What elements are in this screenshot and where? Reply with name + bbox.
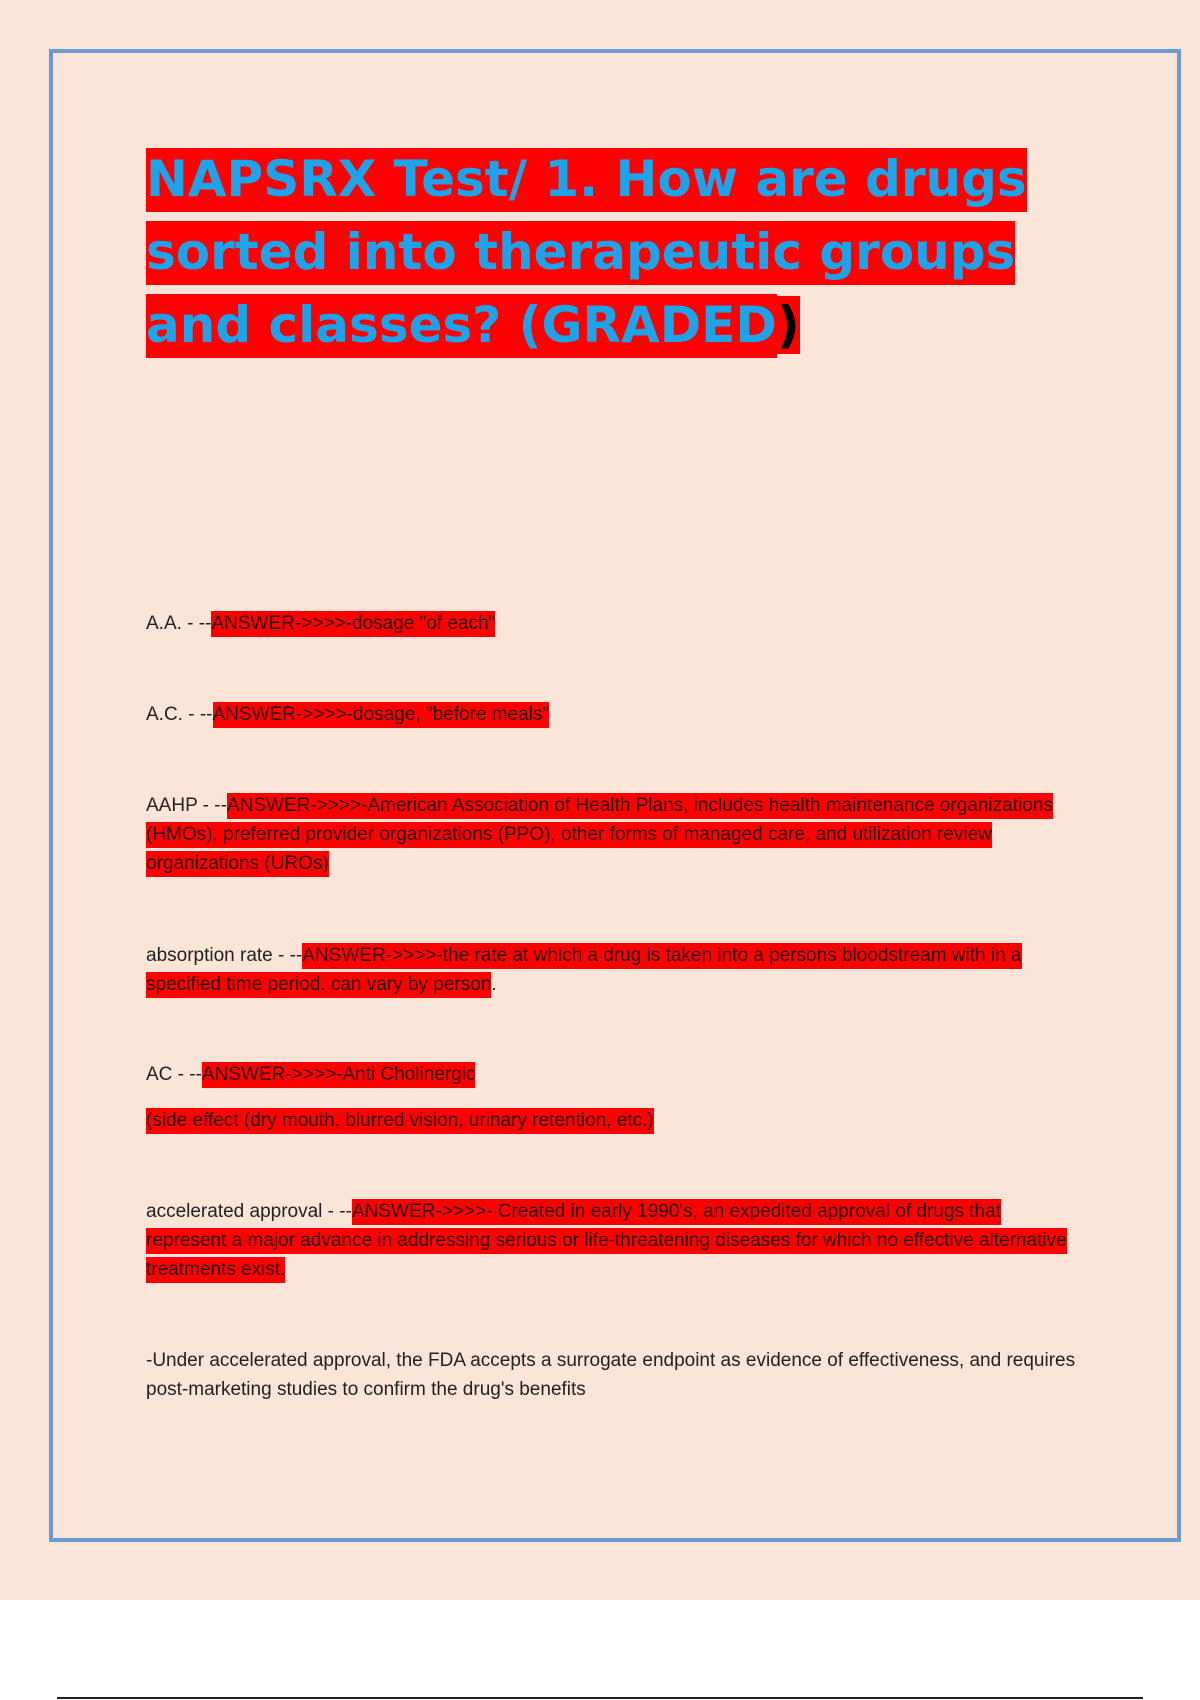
glossary-entry-aa [146, 609, 1086, 638]
glossary-entry-absorption-rate [146, 941, 1086, 999]
accelerated-approval-note: -Under accelerated approval, the FDA accepts a surrogate endpoint as evidence of effectiveness, and requires post-marketing studies to confirm the drug's benefits [146, 1350, 1076, 1400]
entry-term: absorption rate - -- [146, 945, 303, 966]
entry-term: AAHP - -- [146, 795, 227, 816]
document-title-closing-paren: ) [776, 296, 800, 354]
glossary-entry-accelerated-approval [146, 1197, 1086, 1284]
entry-term: AC - -- [146, 1064, 202, 1085]
glossary-entry-ac-anticholinergic [146, 1060, 1086, 1089]
entry-answer: ANSWER->>>>-Anti Cholinergic [202, 1062, 476, 1088]
glossary-entry-aahp [146, 791, 1086, 878]
entry-answer: ANSWER->>>>-American Association of Health Plans, includes health maintenance organizations (HMOs), preferred provider organizations (PPO), other forms of managed care, and utilization review organizations (UROs) [146, 793, 1053, 877]
entry-answer: ANSWER->>>>-dosage, "before meals" [213, 702, 550, 728]
document-title-text: NAPSRX Test/ 1. How are drugs sorted into therapeutic groups and classes? (GRADED [146, 148, 1027, 358]
entry-term: accelerated approval - -- [146, 1201, 352, 1222]
footer-rule [57, 1697, 1143, 1699]
entry-tail: . [491, 974, 497, 995]
document-title [146, 143, 1086, 362]
entry-answer: ANSWER->>>>-the rate at which a drug is taken into a persons bloodstream with in a specified time period. can vary by person [146, 943, 1022, 998]
entry-term: A.A. - -- [146, 613, 212, 634]
entry-answer: ANSWER->>>>-dosage "of each" [211, 611, 495, 637]
entry-continuation: (side effect (dry mouth, blurred vision, urinary retention, etc.) [146, 1108, 654, 1134]
glossary-entry-ac-continuation [146, 1106, 1086, 1135]
glossary-entry-ac-dosage [146, 700, 1086, 729]
entry-answer: ANSWER->>>>- Created in early 1990's, an expedited approval of drugs that represent a major advance in addressing serious or life-threatening diseases for which no effective alternative treatments exist. [146, 1199, 1067, 1283]
entry-term: A.C. - -- [146, 704, 213, 725]
